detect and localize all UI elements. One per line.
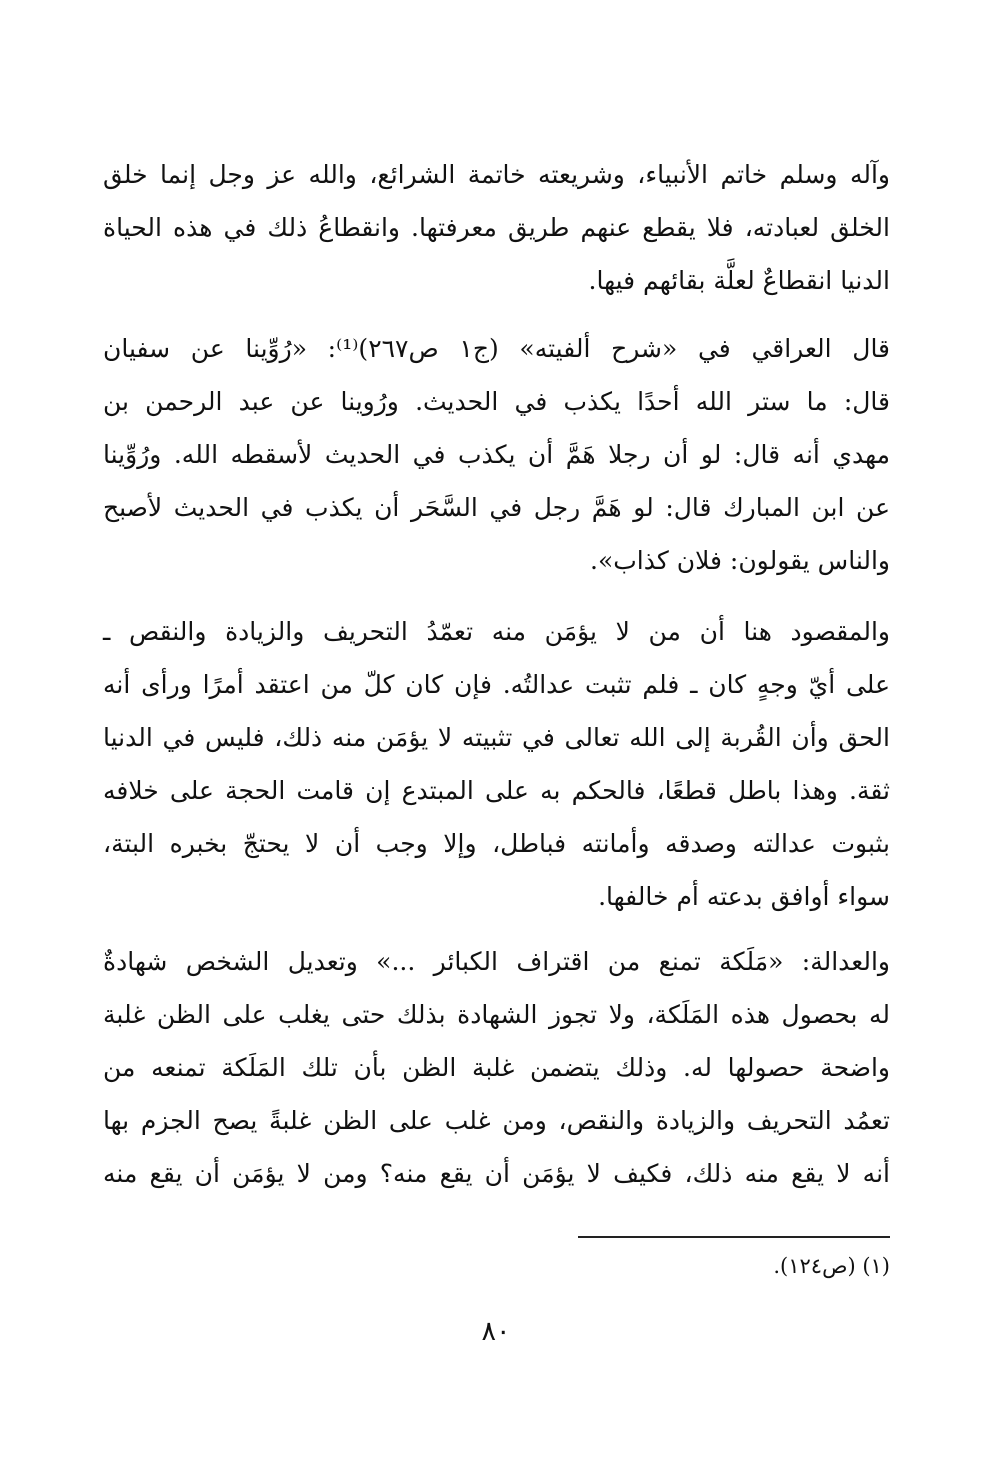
text-line: ثقة. وهذا باطل قطعًا، فالحكم به على المبتدع إن قامت الحجة على خلافه — [103, 776, 890, 805]
text-line: مهدي أنه قال: لو أن رجلا هَمَّ أن يكذب في الحديث لأسقطه الله. ورُوِّينا — [103, 440, 890, 469]
paragraph-2 — [103, 322, 890, 587]
text-line: الحق وأن القُربة إلى الله تعالى في تثبيته لا يؤمَن منه ذلك، فليس في الدنيا — [103, 723, 890, 752]
footnote: (١) (ص١٢٤). — [773, 1254, 890, 1278]
text-line: تعمُد التحريف والزيادة والنقص، ومن غلب على الظن غلبةً يصح الجزم بها — [103, 1106, 891, 1135]
text-line: الخلق لعبادته، فلا يقطع عنهم طريق معرفتها. وانقطاعُ ذلك في هذه الحياة — [103, 213, 890, 242]
text-line: والناس يقولون: فلان كذاب». — [590, 546, 890, 575]
paragraph-3 — [103, 605, 890, 923]
text-line: وآله وسلم خاتم الأنبياء، وشريعته خاتمة الشرائع، والله عز وجل إنما خلق — [103, 160, 890, 189]
text-line: على أيّ وجهٍ كان ـ فلم تثبت عدالتُه. فإن كان كلّ من اعتقد أمرًا ورأى أنه — [103, 670, 890, 699]
text-line: قال: ما ستر الله أحدًا يكذب في الحديث. ورُوينا عن عبد الرحمن بن — [103, 387, 890, 416]
text-line: بثبوت عدالته وصدقه وأمانته فباطل، وإلا وجب أن لا يحتجّ بخبره البتة، — [103, 829, 890, 858]
text-line: واضحة حصولها له. وذلك يتضمن غلبة الظن بأن تلك المَلَكة تمنعه من — [103, 1053, 890, 1082]
text-line: عن ابن المبارك قال: لو هَمَّ رجل في السَّحَر أن يكذب في الحديث لأصبح — [103, 493, 890, 522]
text-line: قال العراقي في «شرح ألفيته» (ج١ ص٢٦٧)⁽¹⁾: «رُوِّينا عن سفيان — [103, 334, 891, 363]
paragraph-1 — [103, 148, 890, 307]
footnote-divider — [578, 1236, 890, 1238]
paragraph-4 — [103, 935, 890, 1200]
text-line: والعدالة: «مَلَكة تمنع من اقتراف الكبائر ...» وتعديل الشخص شهادةٌ — [103, 947, 890, 976]
page-number: ٨٠ — [481, 1316, 511, 1347]
text-line: سواء أوافق بدعته أم خالفها. — [598, 882, 890, 911]
text-line: له بحصول هذه المَلَكة، ولا تجوز الشهادة بذلك حتى يغلب على الظن غلبة — [103, 1000, 890, 1029]
text-line: والمقصود هنا أن من لا يؤمَن منه تعمّدُ التحريف والزيادة والنقص ـ — [103, 617, 890, 646]
text-line: الدنيا انقطاعٌ لعلَّة بقائهم فيها. — [588, 266, 890, 295]
text-line: أنه لا يقع منه ذلك، فكيف لا يؤمَن أن يقع منه؟ ومن لا يؤمَن أن يقع منه — [103, 1159, 890, 1188]
